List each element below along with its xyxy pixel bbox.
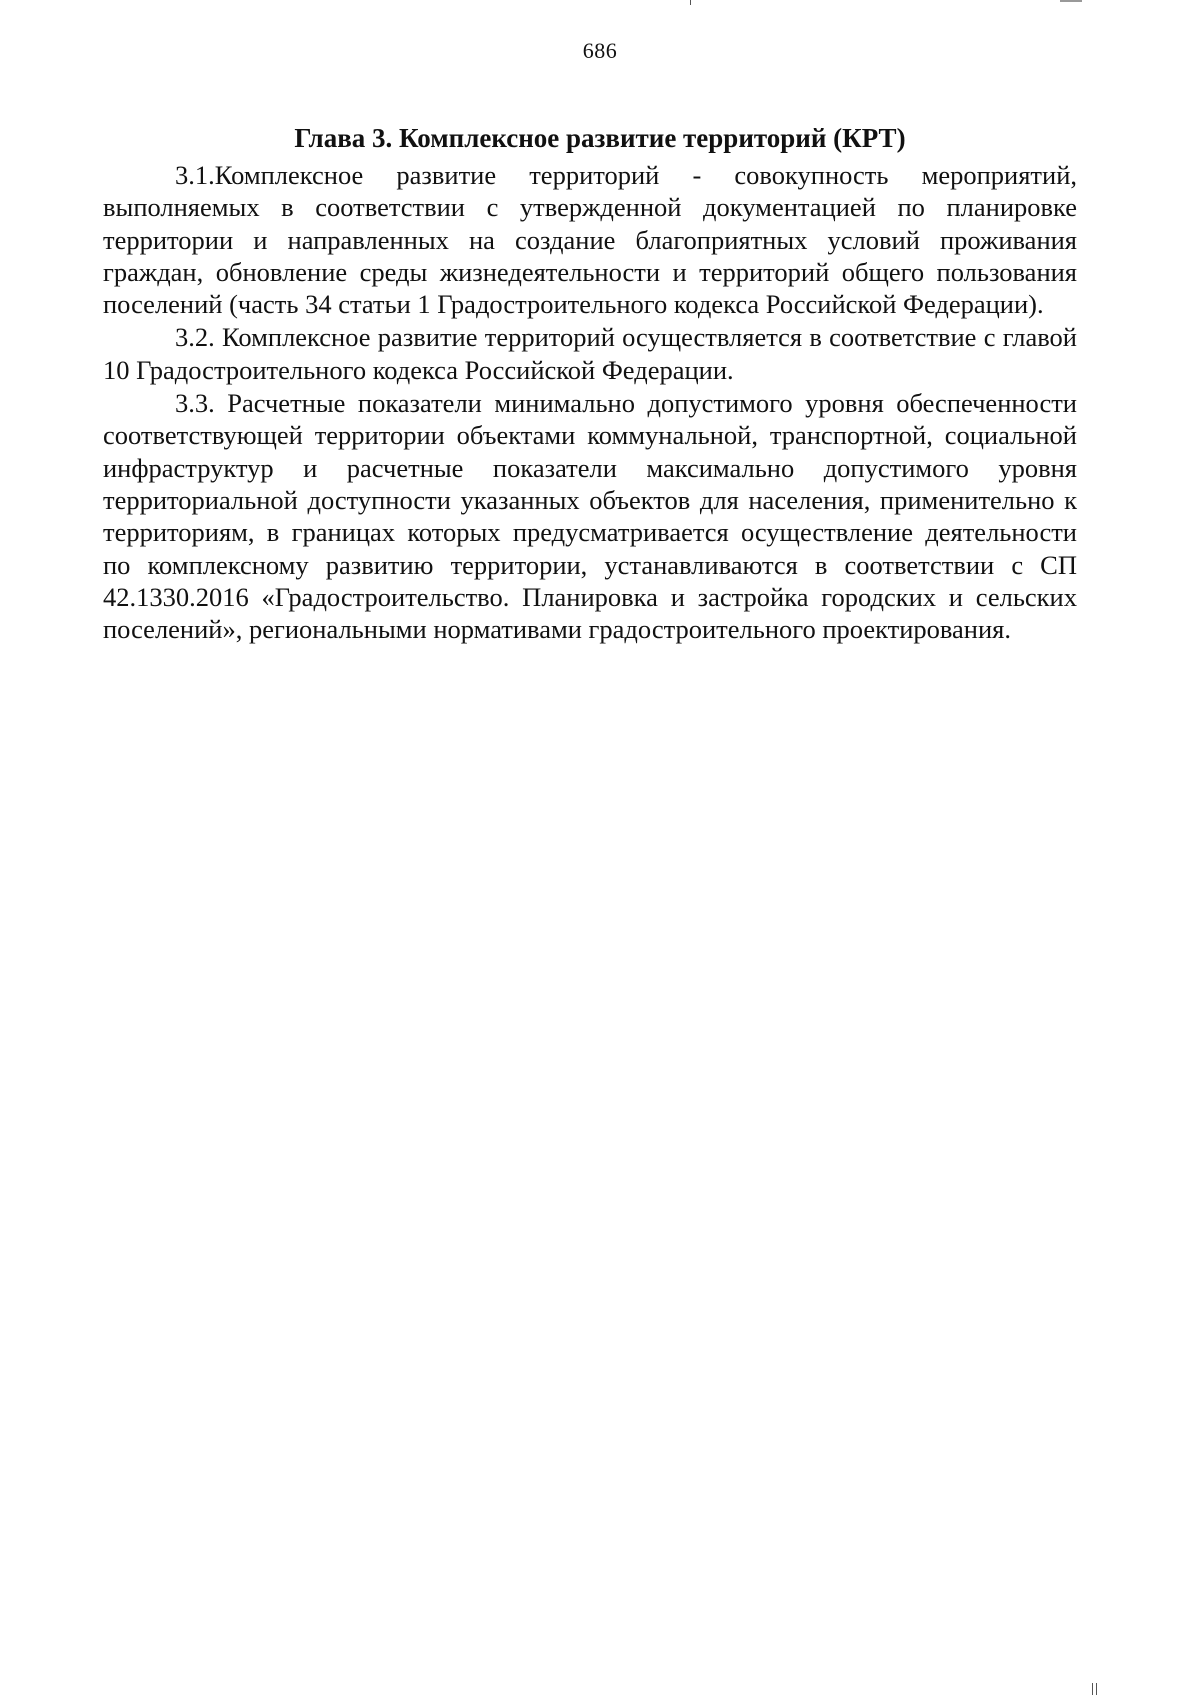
document-body: [103, 121, 1077, 646]
chapter-title: Глава 3. Комплексное развитие территорий (КРТ): [294, 123, 906, 153]
scan-artifact-bottom-right: [1092, 1683, 1093, 1695]
scan-artifact-top: [690, 0, 691, 5]
paragraph-3-2: 3.2. Комплексное развитие территорий осуществляется в соответствие с главой 10 Градостроительного кодекса Российской Федерации.: [103, 322, 1077, 385]
scan-artifact-top-right: [1060, 0, 1082, 2]
paragraph-3-1: 3.1.Комплексное развитие территорий - совокупность мероприятий, выполняемых в соответствии с утвержденной документацией по планировке территории и направленных на создание благоприятных условий проживания граждан, обновление среды жизнедеятельности и территорий общего пользования поселений (часть 34 статьи 1 Градостроительного кодекса Российской Федерации).: [103, 160, 1077, 320]
paragraph-3-3: 3.3. Расчетные показатели минимально допустимого уровня обеспеченности соответствующей территории объектами коммунальной, транспортной, социальной инфраструктур и расчетные показатели максимально допустимого уровня территориальной доступности указанных объектов для населения, применительно к территориям, в границах которых предусматривается осуществление деятельности по комплексному развитию территории, устанавливаются в соответствии с СП 42.1330.2016 «Градостроительство. Планировка и застройка городских и сельских поселений», региональными нормативами градостроительного проектирования.: [103, 388, 1077, 645]
scan-artifact-bottom-right-2: [1096, 1683, 1097, 1695]
page-number: 686: [582, 38, 618, 63]
